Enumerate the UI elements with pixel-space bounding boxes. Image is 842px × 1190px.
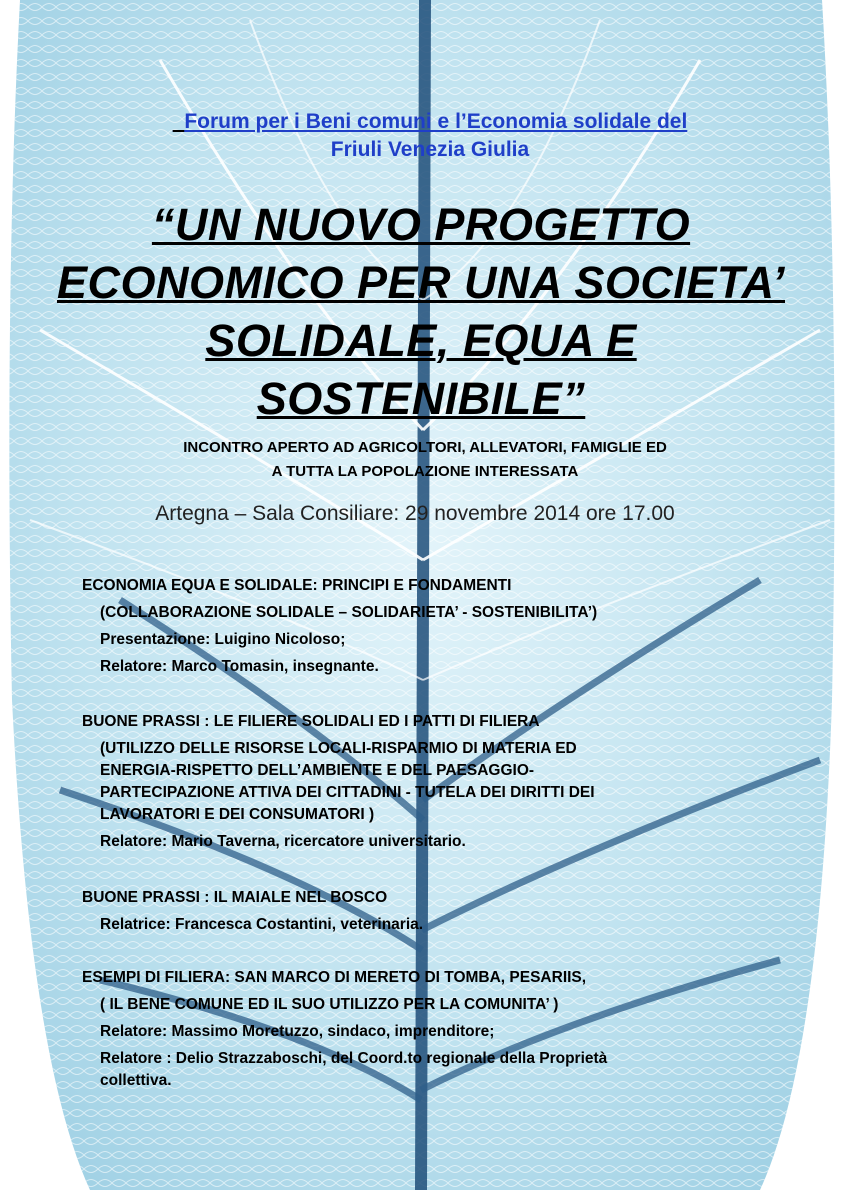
section-speaker: Relatrice: Francesca Costantini, veterinaria. [100, 916, 424, 933]
invitation-text [100, 436, 750, 484]
section-details [82, 994, 782, 1092]
program-section-4 [82, 967, 782, 1092]
section-speaker: Relatore: Marco Tomasin, insegnante. [100, 658, 379, 675]
section-detail-line: (COLLABORAZIONE SOLIDALE – SOLIDARIETA’ - SOSTENIBILITA’) [100, 604, 598, 621]
section-heading: BUONE PRASSI : LE FILIERE SOLIDALI ED I PATTI DI FILIERA [82, 713, 540, 730]
title-line-4: SOSTENIBILE” [256, 373, 586, 424]
program-section-3 [82, 887, 782, 936]
forum-line-1 [100, 108, 760, 136]
event-title [20, 196, 822, 428]
place-and-date: Artegna – Sala Consiliare: 29 novembre 2014 ore 17.00 [155, 502, 675, 525]
title-line-1: “UN NUOVO PROGETTO [151, 199, 691, 250]
section-speaker: Presentazione: Luigino Nicoloso; [100, 631, 346, 648]
section-detail-line: ( IL BENE COMUNE ED IL SUO UTILIZZO PER LA COMUNITA’ ) [100, 996, 559, 1013]
forum-line-1-text: Forum per i Beni comuni e l’Economia solidale del [184, 110, 688, 133]
forum-heading [100, 108, 760, 164]
section-heading: BUONE PRASSI : IL MAIALE NEL BOSCO [82, 889, 388, 906]
section-detail-line: PARTECIPAZIONE ATTIVA DEI CITTADINI - TUTELA DEI DIRITTI DEI [100, 784, 595, 801]
invitation-line-1: INCONTRO APERTO AD AGRICOLTORI, ALLEVATORI, FAMIGLIE ED [183, 439, 667, 456]
section-details [82, 738, 782, 853]
program-section-1 [82, 575, 782, 678]
program-section-2 [82, 711, 782, 853]
forum-line-2: Friuli Venezia Giulia [330, 138, 530, 161]
section-speaker: Relatore : Delio Strazzaboschi, del Coord.to regionale della Proprietà [100, 1050, 608, 1067]
section-detail-line: (UTILIZZO DELLE RISORSE LOCALI-RISPARMIO DI MATERIA ED [100, 740, 577, 757]
title-line-2: ECONOMICO PER UNA SOCIETA’ [56, 257, 786, 308]
section-details [82, 602, 782, 678]
section-speaker-continued: collettiva. [100, 1072, 172, 1089]
invitation-line-2: A TUTTA LA POPOLAZIONE INTERESSATA [271, 463, 579, 480]
section-details [82, 914, 782, 936]
section-heading: ECONOMIA EQUA E SOLIDALE: PRINCIPI E FONDAMENTI [82, 577, 512, 594]
section-speaker: Relatore: Massimo Moretuzzo, sindaco, imprenditore; [100, 1023, 495, 1040]
section-detail-line: LAVORATORI E DEI CONSUMATORI ) [100, 806, 375, 823]
section-speaker: Relatore: Mario Taverna, ricercatore universitario. [100, 833, 466, 850]
title-line-3: SOLIDALE, EQUA E [205, 315, 637, 366]
section-detail-line: ENERGIA-RISPETTO DELL’AMBIENTE E DEL PAESAGGIO- [100, 762, 535, 779]
section-heading: ESEMPI DI FILIERA: SAN MARCO DI MERETO DI TOMBA, PESARIIS, [82, 969, 587, 986]
